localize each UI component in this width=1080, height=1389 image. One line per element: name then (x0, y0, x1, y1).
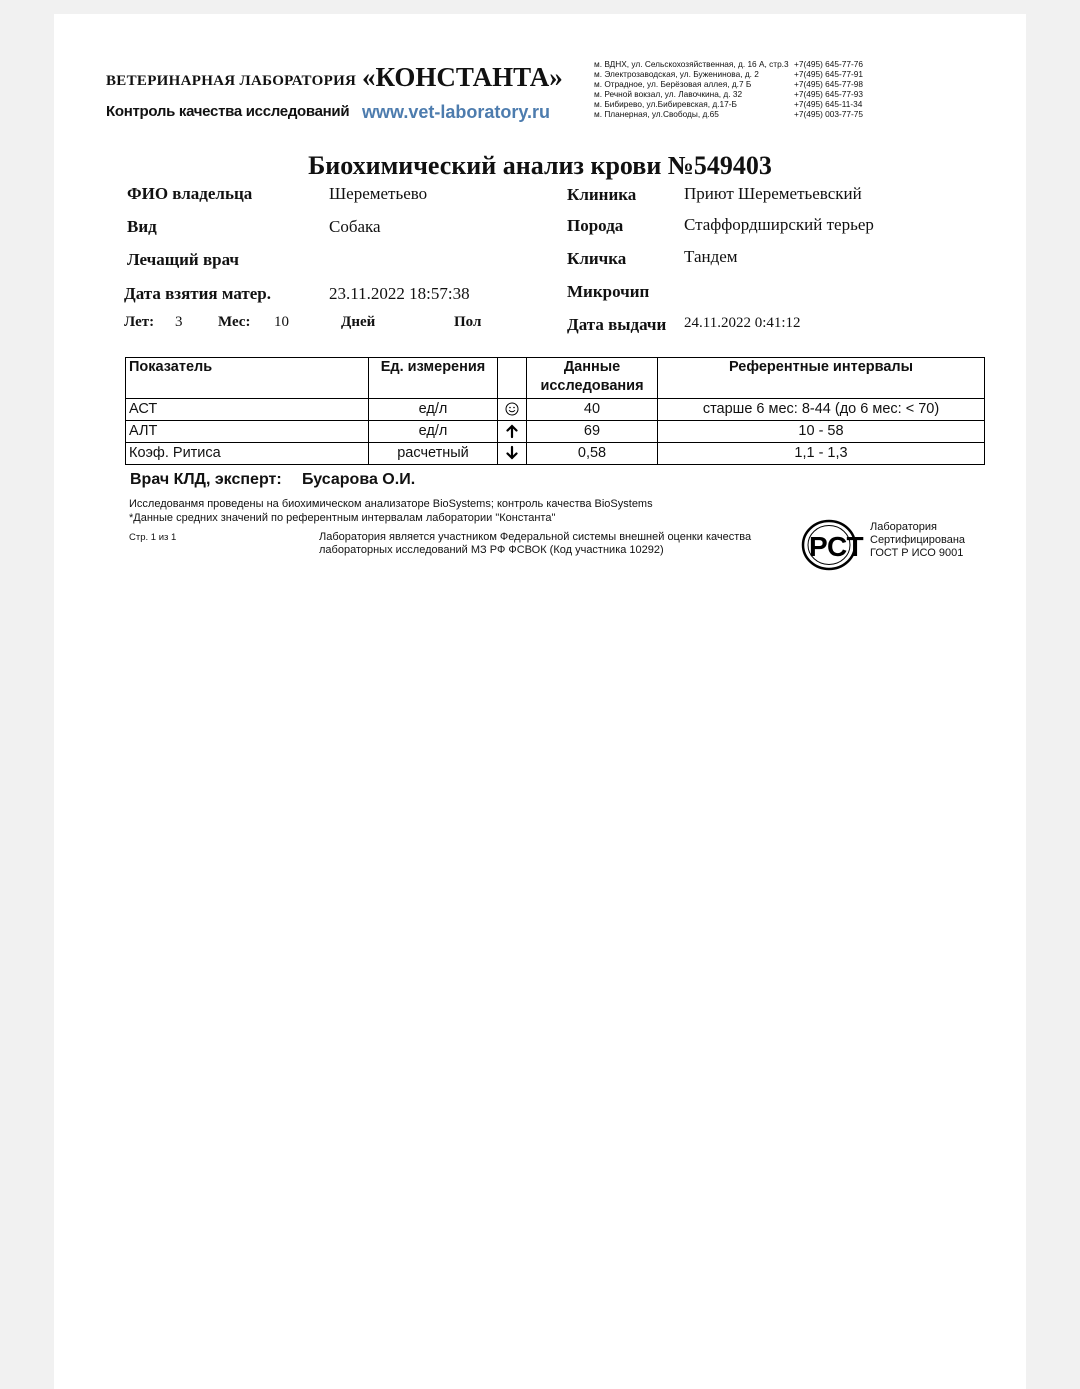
certification-text (870, 521, 965, 560)
years-value: 3 (175, 314, 183, 330)
lab-doctor-label: Врач КЛД, эксперт: (130, 471, 282, 488)
owner-value: Шереметьево (329, 184, 428, 203)
species-value: Собака (329, 217, 381, 236)
cert-line: Сертифицирована (870, 534, 966, 546)
lab-website-link[interactable]: www.vet-laboratory.ru (362, 102, 551, 122)
breed-label: Порода (567, 216, 624, 235)
lab-doctor-name: Бусарова О.И. (302, 471, 416, 488)
page-number: Стр. 1 из 1 (129, 532, 177, 543)
analyzer-note: Исследованмя проведены на биохимическом анализаторе BioSystems; контроль качества BioSystems (129, 498, 653, 510)
address-phone: +7(495) 645-11-34 (794, 99, 863, 110)
nickname-value: Тандем (684, 247, 738, 266)
reference-cell: 10 - 58 (658, 421, 985, 443)
address-row (594, 99, 884, 109)
smiley-icon (504, 401, 520, 417)
flag-cell (498, 399, 527, 421)
cert-line: Лаборатория (870, 521, 937, 533)
indicator-cell: Коэф. Ритиса (126, 443, 369, 465)
address-row (594, 79, 884, 89)
address-row (594, 69, 884, 79)
sample-date-label: Дата взятия матер. (124, 284, 271, 303)
address-list (594, 59, 884, 120)
address-text: м. Бибирево, ул.Бибиревская, д.17-Б (594, 99, 737, 110)
arrow-up-icon (504, 423, 520, 439)
address-text: м. Планерная, ул.Свободы, д.65 (594, 109, 719, 120)
value-cell: 40 (527, 399, 658, 421)
address-phone: +7(495) 645-77-93 (794, 89, 863, 100)
reference-note: *Данные средних значений по референтным интервалам лаборатории "Константа" (129, 512, 556, 524)
participation-line-2: лабораторных исследований МЗ РФ ФСВОК (Код участника 10292) (319, 544, 664, 556)
reference-cell: 1,1 - 1,3 (658, 443, 985, 465)
col-header-flag (498, 358, 527, 399)
unit-cell: расчетный (369, 443, 498, 465)
results-table (125, 357, 985, 465)
owner-label: ФИО владельца (127, 184, 253, 203)
years-label: Лет: (124, 314, 155, 330)
months-value: 10 (274, 314, 289, 330)
address-phone: +7(495) 645-77-98 (794, 79, 863, 90)
issue-date-value: 24.11.2022 0:41:12 (684, 315, 801, 331)
lab-subtitle: Контроль качества исследований (106, 103, 350, 120)
address-text: м. ВДНХ, ул. Сельскохозяйственная, д. 16 А, стр.3 (594, 59, 789, 69)
flag-cell (498, 443, 527, 465)
sex-label: Пол (454, 314, 482, 330)
lab-name: ВЕТЕРИНАРНАЯ ЛАБОРАТОРИЯ (106, 73, 357, 89)
clinic-label: Клиника (567, 185, 637, 204)
cert-line: ГОСТ Р ИСО 9001 (870, 547, 964, 559)
value-cell: 69 (527, 421, 658, 443)
microchip-label: Микрочип (567, 282, 650, 301)
address-text: м. Речной вокзал, ул. Лавочкина, д. 32 (594, 89, 743, 100)
svg-text:РСТ: РСТ (809, 531, 864, 562)
table-row (126, 421, 985, 443)
issue-date-label: Дата выдачи (567, 315, 667, 334)
breed-value: Стаффордширский терьер (684, 215, 874, 234)
lab-brand: «КОНСТАНТА» (362, 62, 563, 92)
report-title: Биохимический анализ крови №549403 (308, 151, 772, 180)
sample-date-value: 23.11.2022 18:57:38 (329, 284, 470, 303)
address-phone: +7(495) 645-77-76 (794, 59, 863, 69)
months-label: Мес: (218, 314, 251, 330)
address-text: м. Отрадное, ул. Берёзовая аллея, д.7 Б (594, 79, 752, 90)
participation-line-1: Лаборатория является участником Федеральной системы внешней оценки качества (319, 531, 752, 543)
address-phone: +7(495) 645-77-91 (794, 69, 863, 80)
table-header-row (126, 358, 985, 399)
address-phone: +7(495) 003-77-75 (794, 109, 863, 120)
table-row (126, 443, 985, 465)
unit-cell: ед/л (369, 421, 498, 443)
address-text: м. Электрозаводская, ул. Буженинова, д. 2 (594, 69, 759, 80)
arrow-down-icon (504, 445, 520, 461)
species-label: Вид (127, 217, 157, 236)
value-cell: 0,58 (527, 443, 658, 465)
col-header-indicator: Показатель (126, 358, 369, 399)
unit-cell: ед/л (369, 399, 498, 421)
col-header-reference: Референтные интервалы (658, 358, 985, 399)
attending-doctor-label: Лечащий врач (127, 250, 239, 269)
address-row (594, 109, 884, 119)
reference-cell: старше 6 мес: 8-44 (до 6 мес: < 70) (658, 399, 985, 421)
clinic-value: Приют Шереметьевский (684, 184, 862, 203)
document-page (54, 14, 1026, 1389)
address-row (594, 59, 884, 69)
flag-cell (498, 421, 527, 443)
col-header-data: Данные исследования (527, 358, 658, 399)
col-header-unit: Ед. измерения (369, 358, 498, 399)
address-row (594, 89, 884, 99)
days-label: Дней (341, 314, 376, 330)
indicator-cell: АСТ (126, 399, 369, 421)
certification-logo-icon (801, 518, 865, 572)
nickname-label: Кличка (567, 249, 627, 268)
indicator-cell: АЛТ (126, 421, 369, 443)
table-row (126, 399, 985, 421)
